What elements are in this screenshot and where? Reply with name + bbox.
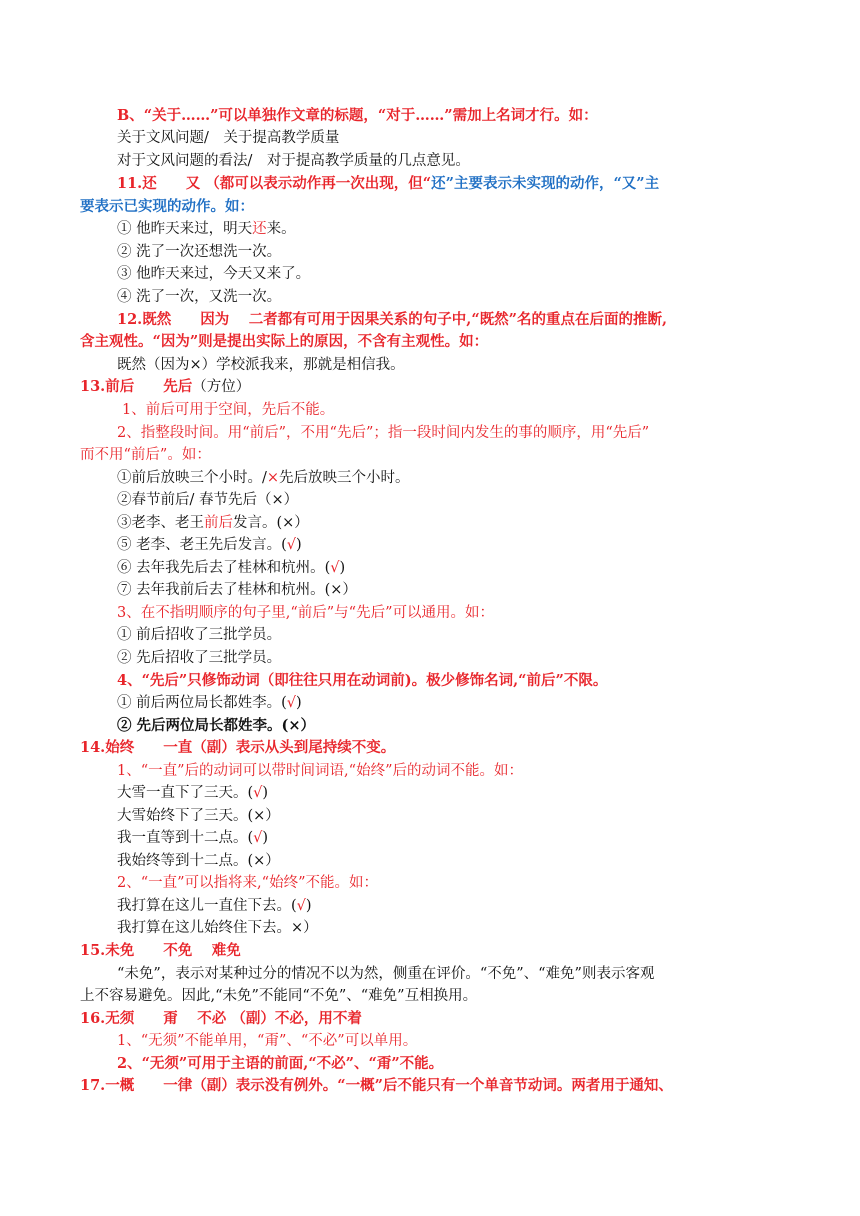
rule-line: 1、“一直”后的动词可以带时间词语,“始终”后的动词不能。如： bbox=[117, 763, 523, 779]
section-heading: 17.一概 一律（副）表示没有例外。“一概”后不能只有一个单音节动词。两者用于通知、 bbox=[80, 1077, 673, 1094]
example-line bbox=[117, 896, 312, 916]
section-heading: 15.未免 不免 难免 bbox=[80, 942, 241, 959]
rule-line: 2、“一直”可以指将来,“始终”不能。如： bbox=[117, 875, 378, 891]
example-line: 大雪始终下了三天。(×） bbox=[117, 808, 280, 824]
example-line: 我打算在这儿始终住下去。×） bbox=[117, 920, 318, 936]
example-text: ③老李、老王 bbox=[117, 515, 204, 531]
text-line: B、“关于……”可以单独作文章的标题，“对于……”需加上名词才行。如： bbox=[117, 107, 598, 124]
section-heading bbox=[80, 377, 250, 397]
example-line: ③ 他昨天来过，今天又来了。 bbox=[117, 266, 311, 282]
example-text: ) bbox=[296, 537, 302, 553]
example-text: ) bbox=[305, 898, 312, 914]
section-heading: 12.既然 因为 二者都有可用于因果关系的句子中,“既然”名的重点在后面的推断, bbox=[117, 311, 668, 328]
rule-line: 1、前后可用于空间，先后不能。 bbox=[122, 402, 335, 418]
example-text: ) bbox=[262, 785, 269, 801]
example-line: ④ 洗了一次，又洗一次。 bbox=[117, 289, 282, 305]
example-text: 来。 bbox=[266, 221, 296, 237]
check-mark: √ bbox=[330, 560, 340, 576]
text-line: 关于文风问题/ 关于提高教学质量 bbox=[117, 130, 340, 146]
example-line bbox=[117, 828, 268, 848]
example-line: ② 洗了一次还想洗一次。 bbox=[117, 244, 282, 260]
example-line bbox=[117, 513, 309, 533]
rule-line: 2、“无须”可用于主语的前面,“不必”、“甭”不能。 bbox=[117, 1055, 444, 1072]
rule-line: 4、“先后”只修饰动词（即往往只用在动词前)。极少修饰名词,“前后”不限。 bbox=[117, 672, 608, 689]
text-line: 含主观性。“因为”则是提出实际上的原因，不含有主观性。如： bbox=[80, 333, 489, 350]
example-line: ⑦ 去年我前后去了桂林和杭州。(×） bbox=[117, 582, 357, 598]
example-text: 大雪一直下了三天。( bbox=[117, 785, 254, 801]
example-line bbox=[117, 535, 302, 555]
cross-mark: × bbox=[266, 470, 280, 486]
rule-line: 而不用“前后”。如： bbox=[80, 447, 211, 463]
text-line bbox=[117, 174, 659, 194]
example-line bbox=[117, 558, 345, 578]
example-line bbox=[117, 219, 296, 239]
example-text: ⑤ 老李、老王先后发言。( bbox=[117, 537, 287, 553]
rule-line: 3、在不指明顺序的句子里,“前后”与“先后”可以通用。如： bbox=[117, 605, 494, 621]
example-line: ② 先后两位局长都姓李。(×） bbox=[117, 717, 316, 734]
heading-note: （方位） bbox=[192, 379, 251, 395]
rule-line: 2、指整段时间。用“前后”，不用“先后”；指一段时间内发生的事的顺序，用“先后” bbox=[117, 425, 650, 441]
text-line: 上不容易避免。因此,“未免”不能同“不免”、“难免”互相换用。 bbox=[80, 988, 478, 1004]
example-text: 我打算在这儿一直住下去。( bbox=[117, 898, 297, 914]
example-line bbox=[117, 468, 410, 488]
example-text: ) bbox=[262, 830, 269, 846]
highlight: 前后 bbox=[204, 515, 233, 531]
example-text: ) bbox=[296, 695, 302, 711]
section-heading: 14.始终 一直（副）表示从头到尾持续不变。 bbox=[80, 739, 396, 756]
text-line: 要表示已实现的动作。如： bbox=[80, 198, 254, 215]
highlight: 还 bbox=[252, 221, 267, 237]
check-mark: √ bbox=[253, 830, 263, 846]
heading-term: 11.还 又 （都可以表示动作再一次出现，但“ bbox=[117, 175, 432, 192]
check-mark: √ bbox=[296, 898, 306, 914]
example-text: ① 他昨天来过，明天 bbox=[117, 221, 253, 237]
text-line: “未免”，表示对某种过分的情况不以为然，侧重在评价。“不免”、“难免”则表示客观 bbox=[117, 966, 655, 982]
example-line bbox=[117, 783, 268, 803]
example-text: ⑥ 去年我先后去了桂林和杭州。( bbox=[117, 560, 331, 576]
section-heading: 16.无须 甭 不必 （副）不必，用不着 bbox=[80, 1010, 362, 1027]
example-line bbox=[117, 693, 302, 713]
example-text: 发言。(×） bbox=[233, 515, 309, 531]
example-line: ②春节前后/ 春节先后（×） bbox=[117, 492, 299, 508]
heading-explanation: 还”主要表示未实现的动作，“又”主 bbox=[431, 175, 660, 192]
check-mark: √ bbox=[286, 537, 297, 553]
example-line: ① 前后招收了三批学员。 bbox=[117, 627, 282, 643]
text-line: 对于文风问题的看法/ 对于提高教学质量的几点意见。 bbox=[117, 153, 470, 169]
example-line: 我始终等到十二点。(×） bbox=[117, 853, 280, 869]
example-text: ) bbox=[339, 560, 346, 576]
example-text: 先后放映三个小时。 bbox=[279, 470, 410, 486]
check-mark: √ bbox=[253, 785, 263, 801]
check-mark: √ bbox=[286, 695, 297, 711]
example-text: ① 前后两位局长都姓李。( bbox=[117, 695, 287, 711]
example-text: ①前后放映三个小时。/ bbox=[117, 470, 267, 486]
rule-line: 1、“无须”不能单用，“甭”、“不必”可以单用。 bbox=[117, 1033, 418, 1049]
example-text: 我一直等到十二点。( bbox=[117, 830, 254, 846]
heading-term: 13.前后 先后 bbox=[80, 378, 193, 395]
example-line: 既然（因为×）学校派我来，那就是相信我。 bbox=[117, 357, 405, 373]
example-line: ② 先后招收了三批学员。 bbox=[117, 650, 282, 666]
